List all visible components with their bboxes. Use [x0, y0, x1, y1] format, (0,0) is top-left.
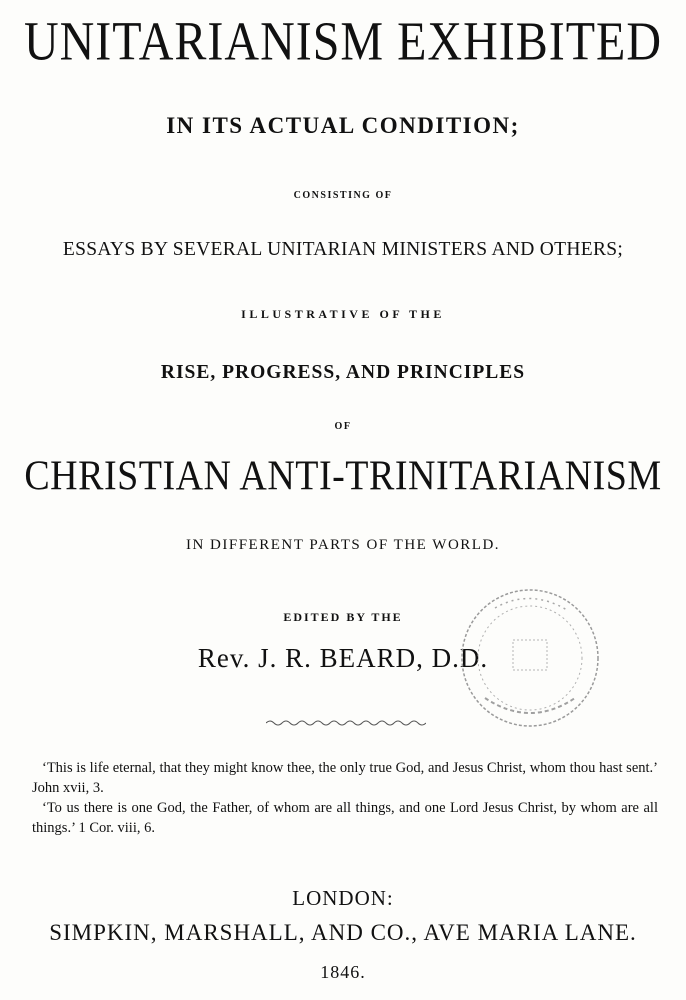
wavy-rule-ornament	[266, 718, 426, 728]
editor-title: Rev.	[197, 643, 251, 673]
imprint-publisher: SIMPKIN, MARSHALL, AND CO., AVE MARIA LANE.	[49, 920, 637, 945]
epigraph-john: ‘This is life eternal, that they might know thee, the only true God, and Jesus Christ, whom thou hast sent.’ John xvii, 3.	[32, 760, 658, 796]
consisting-of: CONSISTING OF	[293, 190, 393, 201]
in-different-parts: IN DIFFERENT PARTS OF THE WORLD.	[185, 537, 501, 553]
edited-by: EDITED BY THE	[283, 610, 403, 624]
editor-name: J. R. BEARD, D.D.	[258, 643, 489, 673]
book-title: UNITARIANISM EXHIBITED	[23, 11, 663, 73]
book-subtitle: IN ITS ACTUAL CONDITION;	[166, 113, 520, 138]
main-subject: CHRISTIAN ANTI-TRINITARIANISM	[24, 453, 662, 500]
epigraph-corinthians: ‘To us there is one God, the Father, of whom are all things, and one Lord Jesus Christ, by whom are all things.’ 1 Cor. viii, 6.	[32, 800, 658, 836]
imprint-city: LONDON:	[292, 886, 394, 910]
essays-line: ESSAYS BY SEVERAL UNITARIAN MINISTERS AND OTHERS;	[62, 239, 624, 260]
library-stamp-seal	[455, 578, 605, 738]
epigraph-quotes	[32, 758, 658, 838]
rise-line: RISE, PROGRESS, AND PRINCIPLES	[160, 362, 526, 383]
imprint-year: 1846.	[320, 962, 366, 982]
illustrative-line: ILLUSTRATIVE OF THE	[241, 307, 445, 321]
of-line: OF	[334, 421, 352, 432]
